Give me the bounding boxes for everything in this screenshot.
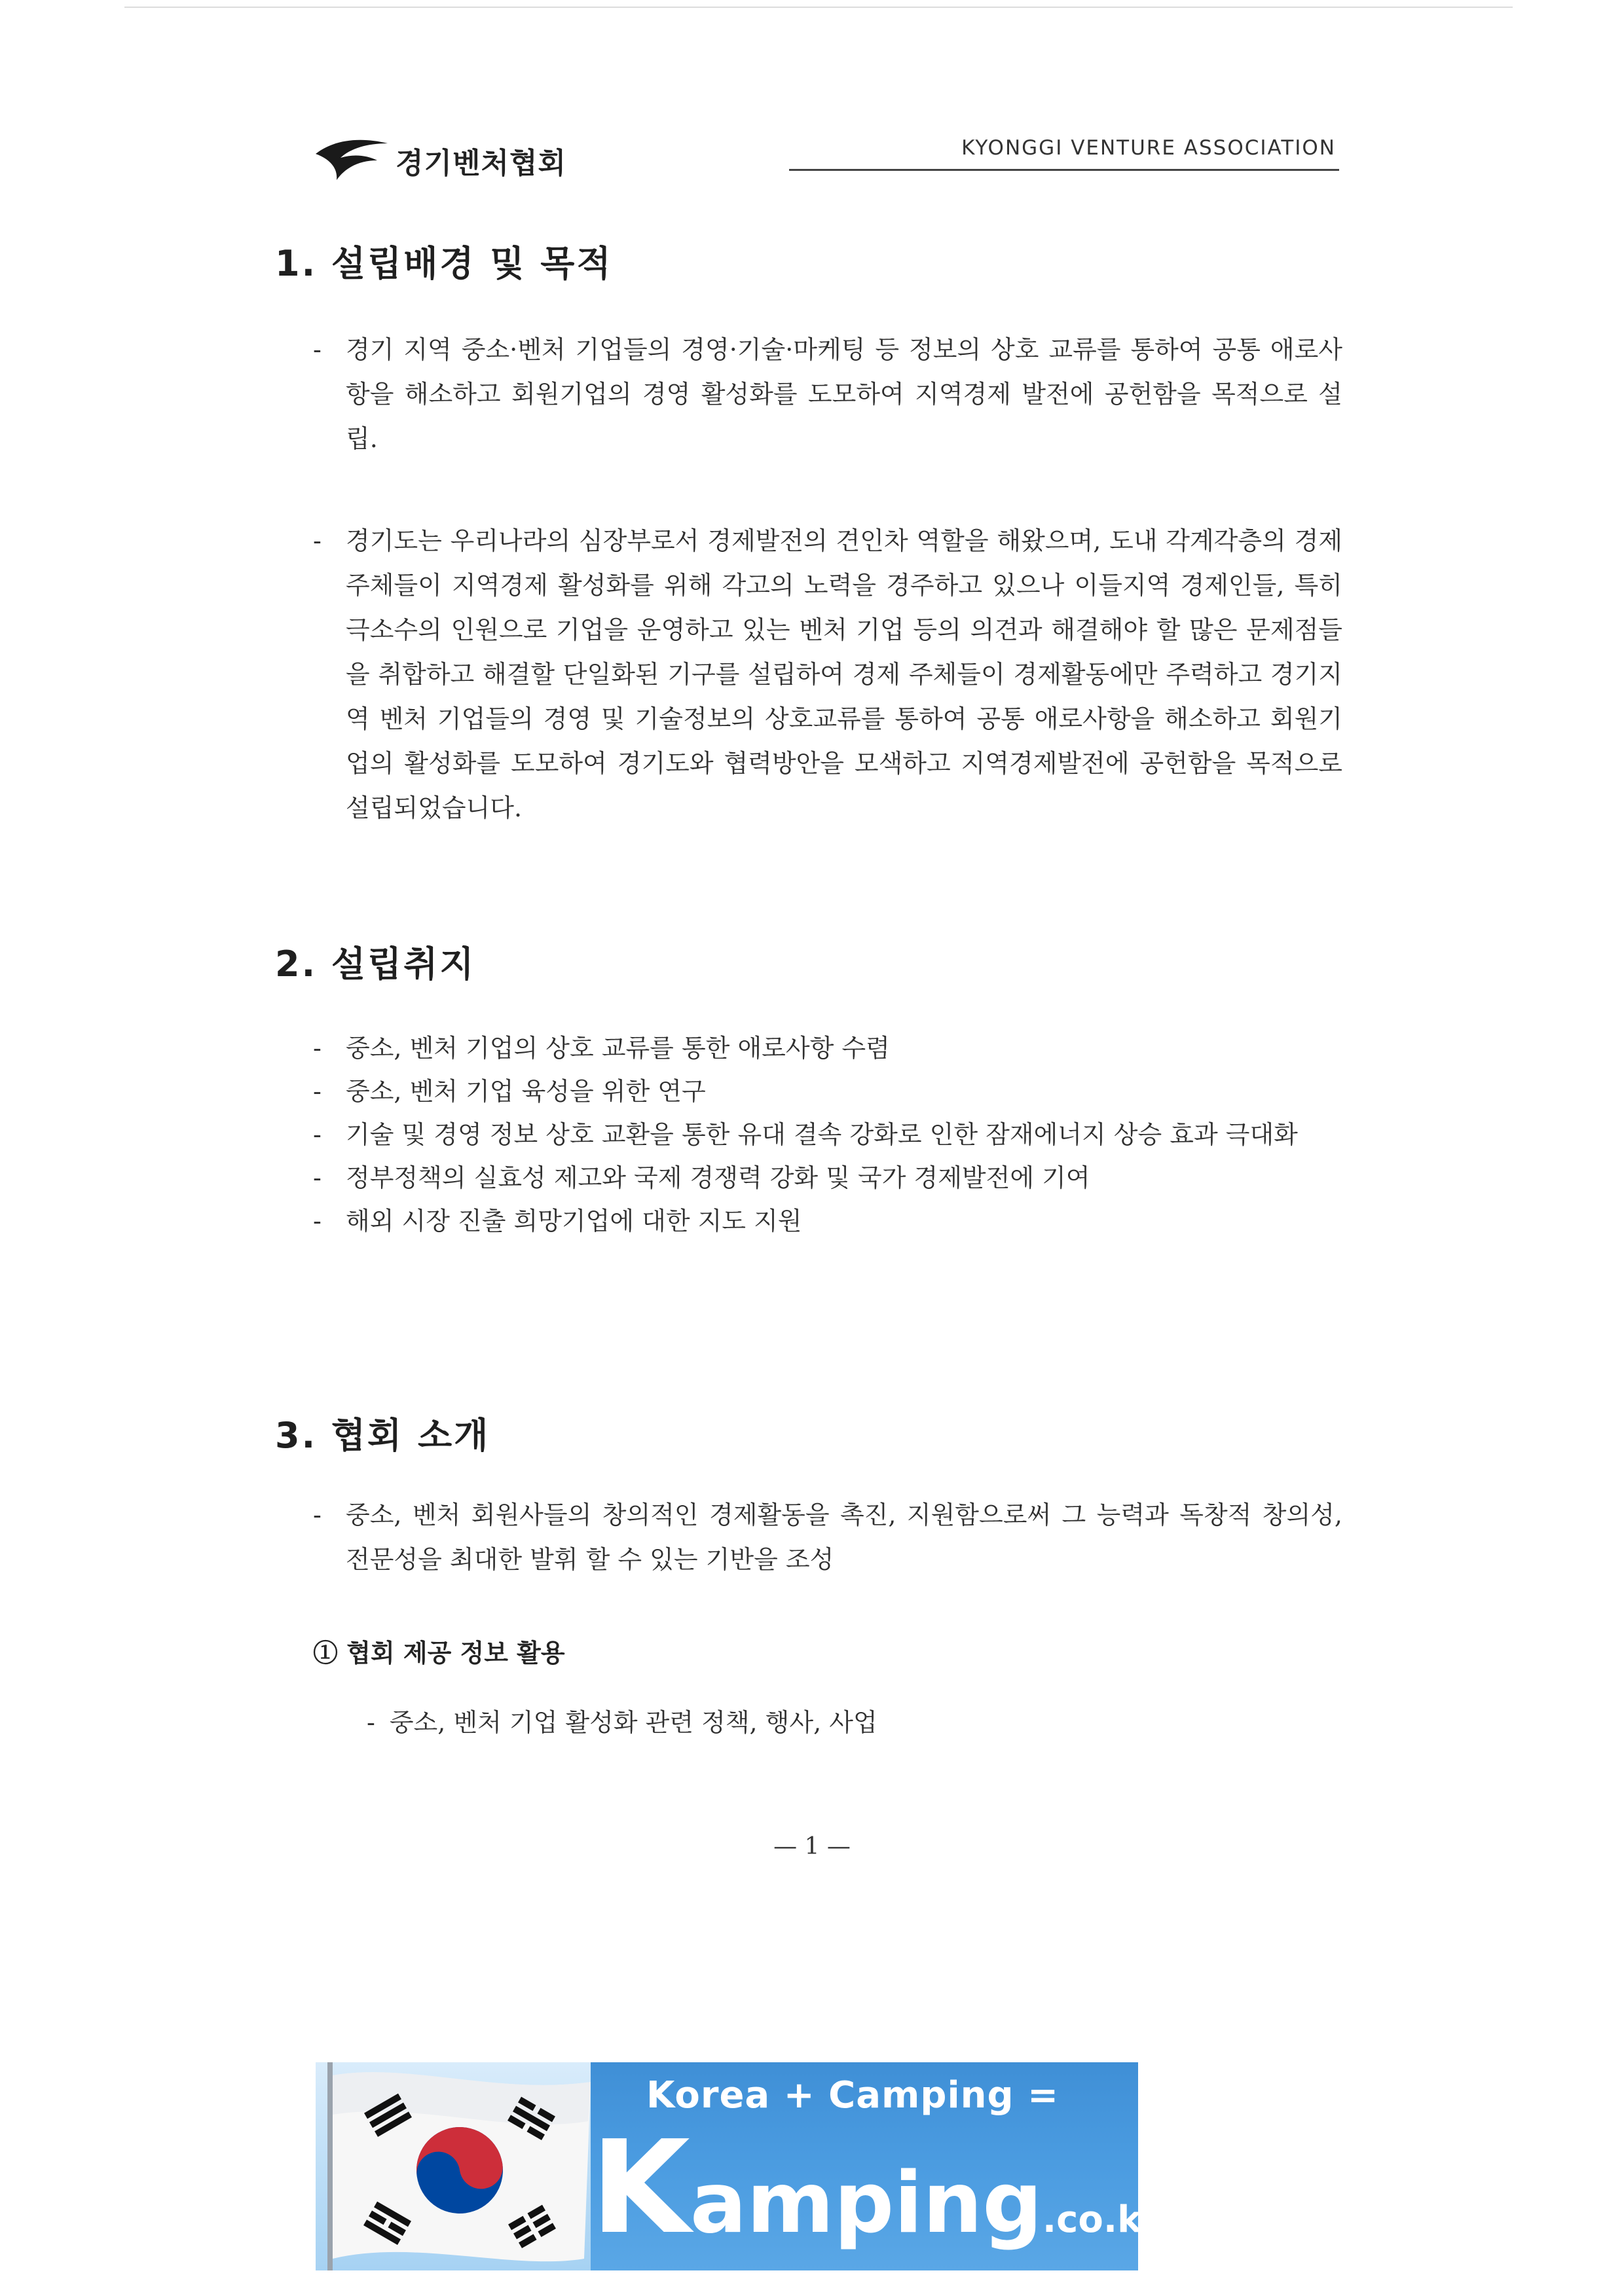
section-2-title: 2. 설립취지 [275, 943, 476, 985]
section-1-title: 1. 설립배경 및 목적 [275, 243, 613, 284]
association-name-en: KYONGGI VENTURE ASSOCIATION [961, 136, 1336, 160]
page-number: — 1 — [773, 1833, 851, 1860]
paragraph-text: 경기 지역 중소·벤처 기업들의 경영·기술·마케팅 등 정보의 상호 교류를 통하여 공통 애로사항을 해소하고 회원기업의 경영 활성화를 도모하여 지역경제 발전에 공헌함을 목적으로 설립. [346, 335, 1342, 453]
list-item-text: 정부정책의 실효성 제고와 국제 경쟁력 강화 및 국가 경제발전에 기여 [346, 1163, 1090, 1192]
scan-edge-line [124, 7, 1513, 8]
bullet-dash: - [313, 1077, 322, 1106]
bullet-dash: - [313, 1120, 322, 1149]
header-rule [789, 169, 1339, 171]
banner-brand-rest: amping [690, 2155, 1043, 2252]
bullet-dash: - [313, 1207, 322, 1235]
swallow-logo-icon [314, 134, 393, 187]
list-item-text: 중소, 벤처 기업 육성을 위한 연구 [346, 1077, 706, 1106]
banner-headline: Korea + Camping = [646, 2074, 1060, 2117]
list-item [313, 1113, 1342, 1156]
list-item [313, 1156, 1342, 1199]
logo-text: 경기벤처협회 [396, 147, 567, 180]
bullet-dash: - [313, 526, 322, 555]
list-item-text: 중소, 벤처 기업의 상호 교류를 통한 애로사항 수렴 [346, 1034, 890, 1063]
section-3-paragraph [313, 1493, 1342, 1582]
section-1-paragraph-1 [313, 327, 1342, 461]
kamping-banner[interactable] [316, 2062, 1160, 2270]
list-item [313, 1199, 1342, 1243]
list-item-text: 기술 및 경영 정보 상호 교환을 통한 유대 결속 강화로 인한 잠재에너지 상승 효과 극대화 [346, 1120, 1298, 1149]
list-item [313, 1070, 1342, 1113]
bullet-dash: - [313, 1501, 322, 1529]
banner-brand-k: K [591, 2113, 690, 2263]
paragraph-text: 중소, 벤처 회원사들의 창의적인 경제활동을 촉진, 지원함으로써 그 능력과 독창적 창의성, 전문성을 최대한 발휘 할 수 있는 기반을 조성 [346, 1501, 1342, 1574]
korean-flag-icon [316, 2062, 604, 2270]
list-item [313, 1027, 1342, 1070]
bullet-dash: - [313, 1163, 322, 1192]
section-2-list [313, 1027, 1342, 1243]
list-item-text: 해외 시장 진출 희망기업에 대한 지도 지원 [346, 1207, 802, 1235]
section-3-title: 3. 협회 소개 [275, 1415, 490, 1456]
bullet-dash: - [367, 1708, 375, 1737]
banner-brand-tld: .co.kr [1042, 2198, 1160, 2241]
banner-brand [591, 2113, 1160, 2263]
section-3-subitem [367, 1702, 877, 1738]
section-3-subheading: ① 협회 제공 정보 활용 [313, 1638, 565, 1667]
paragraph-text: 경기도는 우리나라의 심장부로서 경제발전의 견인차 역할을 해왔으며, 도내 각계각층의 경제 주체들이 지역경제 활성화를 위해 각고의 노력을 경주하고 있으나 이들지역 경제인들, 특히 극소수의 인원으로 기업을 운영하고 있는 벤처 기업 등의 의견과 해결해야 할 많은 문제점들을 취합하고 해결할 단일화된 기구를 설립하여 경제 주체들이 경제활동에만 주력하고 경기지역 벤처 기업들의 경영 및 기술정보의 상호교류를 통하여 공통 애로사항을 해소하고 회원기업의 활성화를 도모하여 경기도와 협력방안을 모색하고 지역경제발전에 공헌함을 목적으로 설립되었습니다. [346, 526, 1342, 822]
subitem-text: 중소, 벤처 기업 활성화 관련 정책, 행사, 사업 [389, 1708, 877, 1737]
bullet-dash: - [313, 1034, 322, 1063]
bullet-dash: - [313, 335, 322, 364]
association-logo [314, 131, 566, 190]
section-1-paragraph-2 [313, 519, 1342, 830]
